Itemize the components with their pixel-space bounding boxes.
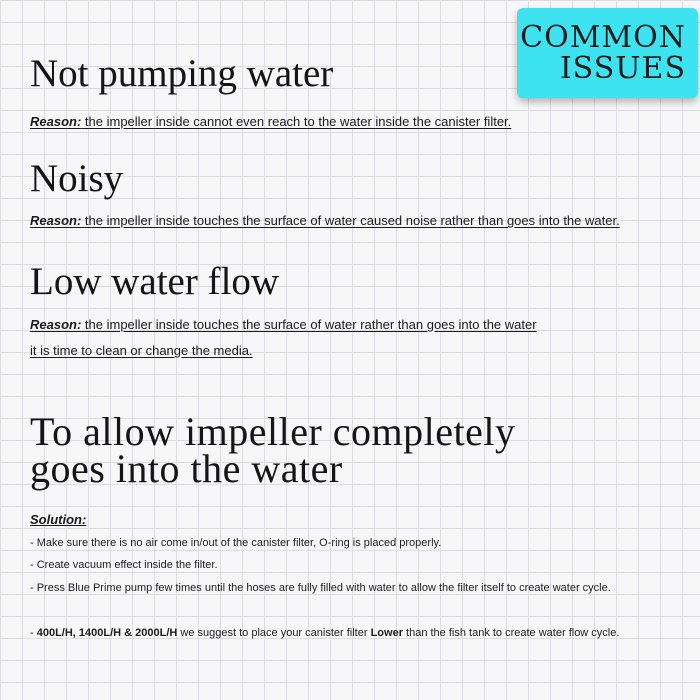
- solution-bullet-1: - Make sure there is no air come in/out of the canister filter, O-ring is placed properly.: [30, 537, 442, 549]
- note-prefix: -: [30, 627, 37, 639]
- issue-title-not-pumping: Not pumping water: [30, 52, 334, 95]
- reason-text: the impeller inside touches the surface of water rather than goes into the water: [84, 317, 537, 332]
- reason-label: Reason:: [30, 317, 82, 332]
- reason-label: Reason:: [30, 213, 82, 228]
- note-middle: we suggest to place your canister filter: [177, 627, 371, 639]
- solution-label: Solution:: [30, 512, 87, 527]
- issue-title-low-flow: Low water flow: [30, 260, 280, 303]
- solution-heading-line-1: To allow impeller completely: [30, 409, 516, 454]
- reason-text: the impeller inside cannot even reach to the water inside the canister filter.: [84, 114, 512, 129]
- note-models: 400L/H, 1400L/H & 2000L/H: [36, 627, 178, 639]
- issue-reason-low-flow-line-2: [30, 343, 253, 358]
- solution-note: [30, 627, 619, 639]
- issue-reason-not-pumping: [30, 114, 511, 129]
- note-suffix: than the fish tank to create water flow cycle.: [402, 627, 620, 639]
- solution-bullet-2: - Create vacuum effect inside the filter.: [30, 559, 218, 571]
- badge-line-2: ISSUES: [559, 51, 686, 86]
- common-issues-badge: [517, 8, 698, 98]
- solution-heading-line-2: goes into the water: [30, 446, 343, 491]
- reason-text: the impeller inside touches the surface of water caused noise rather than goes into the water.: [84, 213, 620, 228]
- reason-text: it is time to clean or change the media.: [30, 343, 253, 358]
- issue-title-noisy: Noisy: [30, 157, 124, 200]
- note-emphasis: Lower: [370, 627, 403, 639]
- badge-line-1: COMMON: [520, 20, 686, 55]
- reason-label: Reason:: [30, 114, 82, 129]
- issue-reason-low-flow: [30, 317, 537, 332]
- solution-bullet-3: - Press Blue Prime pump few times until the hoses are fully filled with water to allow the filter itself to create water cycle.: [30, 582, 611, 594]
- issue-reason-noisy: [30, 213, 620, 228]
